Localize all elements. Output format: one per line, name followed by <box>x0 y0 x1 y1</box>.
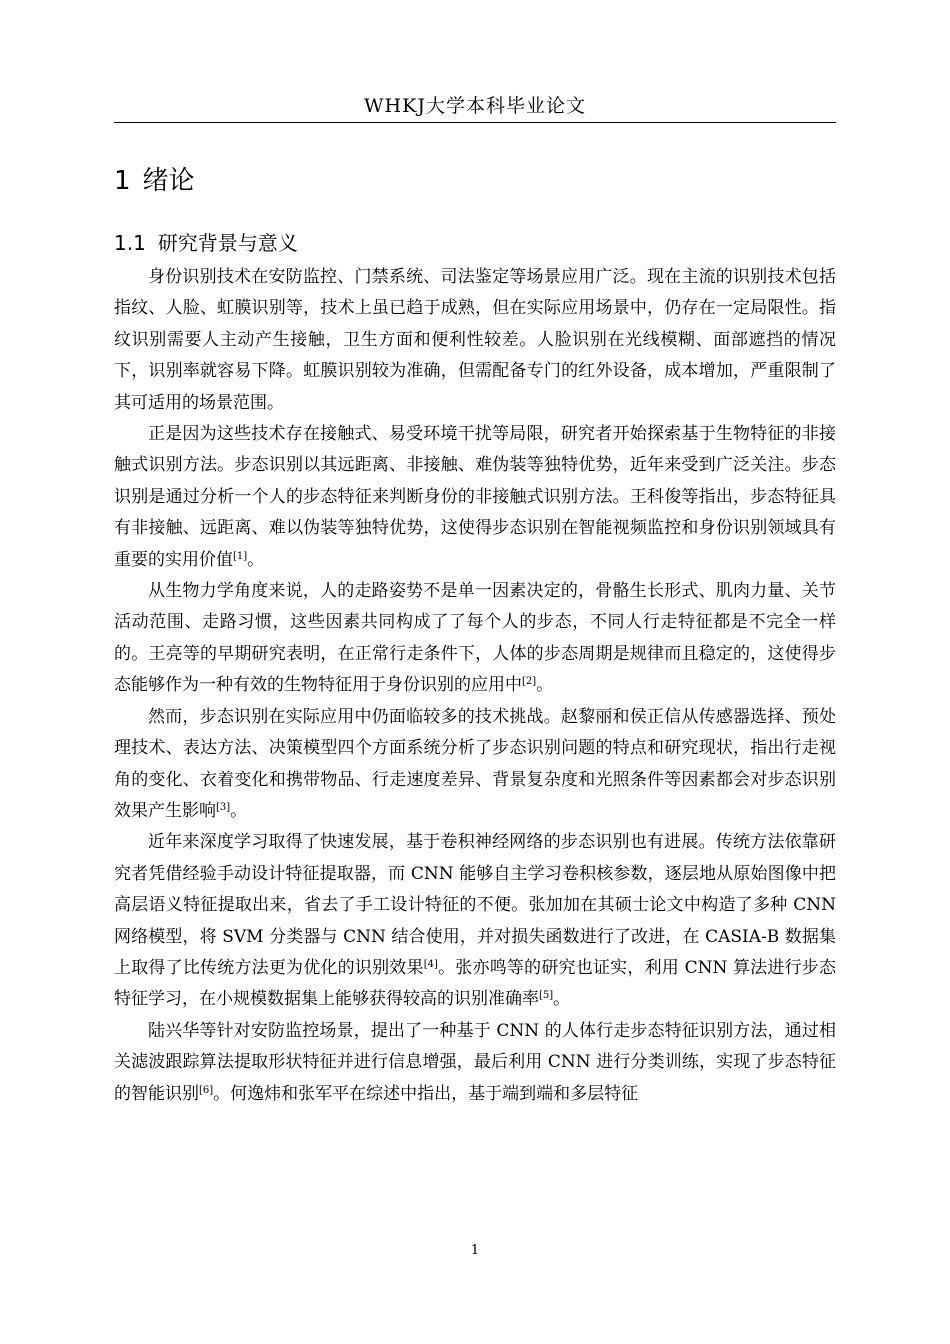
citation-3[interactable]: [3] <box>216 801 231 813</box>
running-header: WHKJ大学本科毕业论文 <box>364 95 586 117</box>
citation-1[interactable]: [1] <box>233 550 248 562</box>
section-title: 研究背景与意义 <box>157 231 298 255</box>
body-text <box>114 262 836 1110</box>
citation-5[interactable]: [5] <box>539 990 554 1002</box>
chapter-heading <box>114 164 195 198</box>
paragraph-6: 陆兴华等针对安防监控场景，提出了一种基于 CNN 的人体行走步态特征识别方法，通过相关滤波跟踪算法提取形状特征并进行信息增强，最后利用 CNN 进行分类训练，实现了步态特征的智能识别[6]。何逸炜和张军平在综述中指出，基于端到端和多层特征 <box>114 1020 836 1104</box>
citation-6[interactable]: [6] <box>199 1084 214 1096</box>
paragraph-2: 正是因为这些技术存在接触式、易受环境干扰等局限，研究者开始探索基于生物特征的非接触式识别方法。步态识别以其远距离、非接触、难伪装等独特优势，近年来受到广泛关注。步态识别是通过分析一个人的步态特征来判断身份的非接触式识别方法。王科俊等指出，步态特征具有非接触、远距离、难以伪装等独特优势，这使得步态识别在智能视频监控和身份识别领域具有重要的实用价值[1]。 <box>114 424 836 570</box>
page-number: 1 <box>470 1243 480 1258</box>
citation-4[interactable]: [4] <box>423 958 438 970</box>
chapter-number: 1 <box>114 166 131 196</box>
paragraph-4: 然而，步态识别在实际应用中仍面临较多的技术挑战。赵黎丽和侯正信从传感器选择、预处理技术、表达方法、决策模型四个方面系统分析了步态识别问题的特点和研究现状，指出行走视角的变化、衣着变化和携带物品、行走速度差异、背景复杂度和光照条件等因素都会对步态识别效果产生影响[3]。 <box>114 706 836 821</box>
section-heading <box>114 228 298 258</box>
paragraph-5: 近年来深度学习取得了快速发展，基于卷积神经网络的步态识别也有进展。传统方法依靠研究者凭借经验手动设计特征提取器，而 CNN 能够自主学习卷积核参数，逐层地从原始图像中把高层语义特征提取出来，省去了手工设计特征的不便。张加加在其硕士论文中构造了多种 CNN 网络模型，将 SVM 分类器与 CNN 结合使用，并对损失函数进行了改进，在 CASIA-B 数据集上取得了比传统方法更为优化的识别效果[4]。张亦鸣等的研究也证实，利用 CNN 算法进行步态特征学习，在小规模数据集上能够获得较高的识别准确率[5]。 <box>114 832 836 1010</box>
header-rule <box>114 122 836 123</box>
section-number: 1.1 <box>114 231 146 255</box>
paragraph-3: 从生物力学角度来说，人的走路姿势不是单一因素决定的，骨骼生长形式、肌肉力量、关节活动范围、走路习惯，这些因素共同构成了了每个人的步态，不同人行走特征都是不完全一样的。王亮等的早期研究表明，在正常行走条件下，人体的步态周期是规律而且稳定的，这使得步态能够作为一种有效的生物特征用于身份识别的应用中[2]。 <box>114 581 836 696</box>
citation-2[interactable]: [2] <box>522 676 537 688</box>
paragraph-1: 身份识别技术在安防监控、门禁系统、司法鉴定等场景应用广泛。现在主流的识别技术包括指纹、人脸、虹膜识别等，技术上虽已趋于成熟，但在实际应用场景中，仍存在一定局限性。指纹识别需要人主动产生接触，卫生方面和便利性较差。人脸识别在光线模糊、面部遮挡的情况下，识别率就容易下降。虹膜识别较为准确，但需配备专门的红外设备，成本增加，严重限制了其可适用的场景范围。 <box>114 267 836 413</box>
chapter-title: 绪论 <box>142 166 195 196</box>
